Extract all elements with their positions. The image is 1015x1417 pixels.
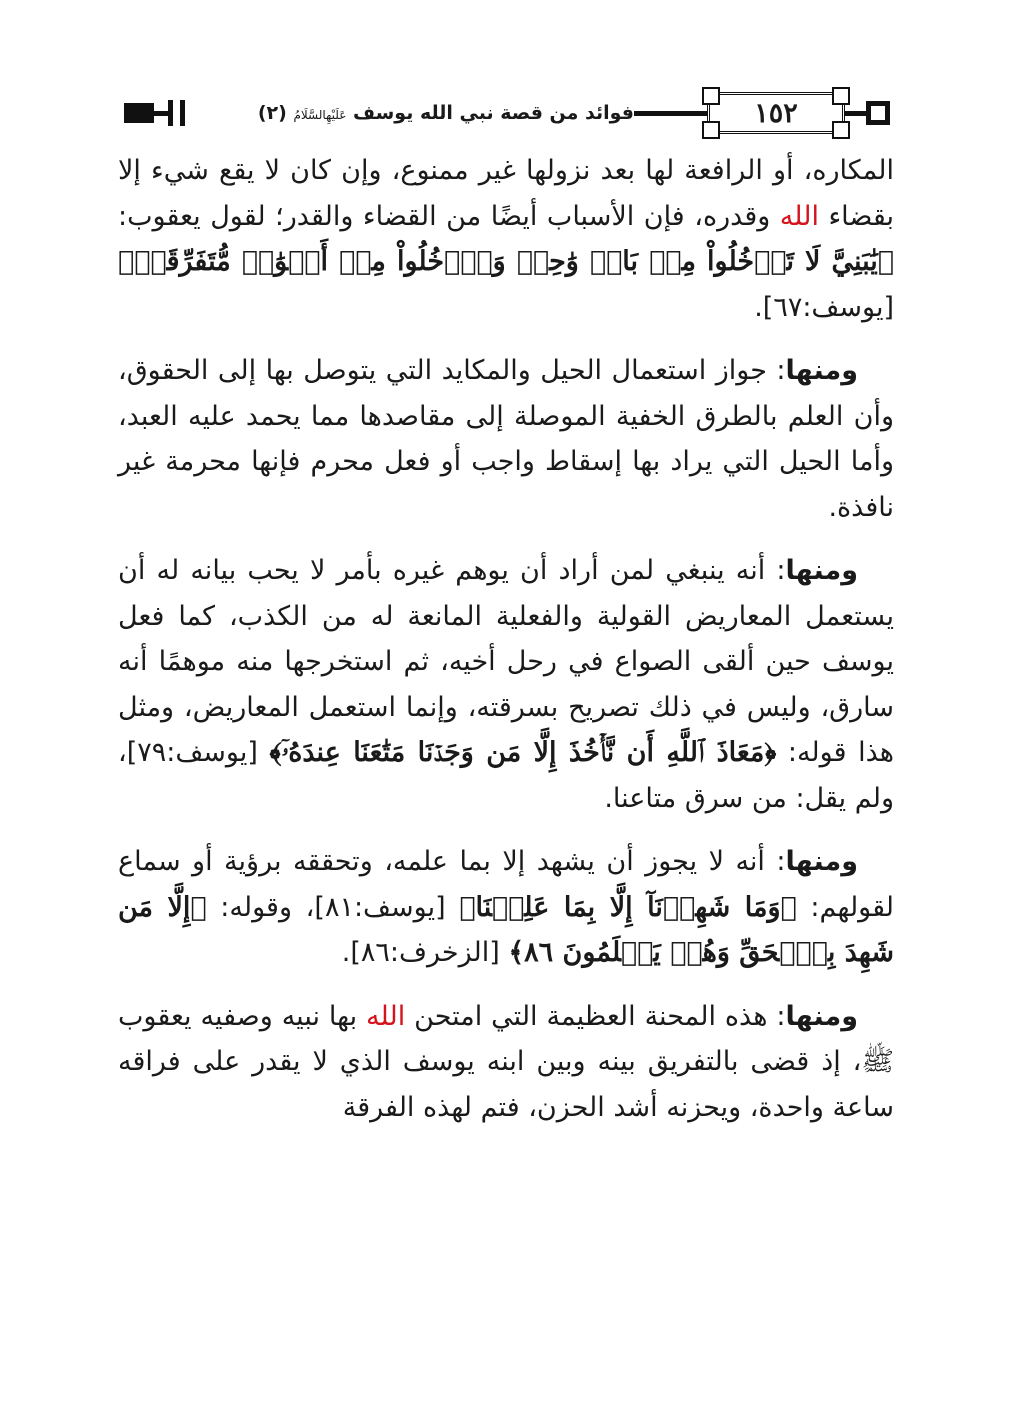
paragraph-lead: ومنها	[785, 1000, 858, 1032]
page-number-box	[707, 92, 845, 134]
quran-verse: ﴿إِلَّا مَن شَهِدَ بِٱلۡحَقِّ وَهُمۡ يَعۡلَمُونَ ٨٦﴾	[118, 891, 894, 968]
paragraph-lead: ومنها	[785, 846, 858, 877]
quran-verse: ﴿يَٰبَنِيَّ لَا تَدۡخُلُواْ مِنۢ بَابٖ وَٰحِدٖ وَٱدۡخُلُواْ مِنۡ أَبۡوَٰبٖ مُّتَفَرِّقَةٖ﴾	[118, 246, 894, 277]
running-title	[257, 96, 634, 130]
text-segment: وقدره، فإن الأسباب أيضًا من القضاء والقدر؛ لقول يعقوب:	[118, 200, 780, 232]
text-segment: : أنه لا يجوز أن يشهد إلا بما علمه، وتحققه برؤية أو سماع لقولهم:	[118, 846, 895, 923]
box-corner-ornament	[702, 87, 720, 105]
box-corner-ornament	[702, 121, 720, 139]
body-text	[118, 148, 894, 1148]
page-number: ١٥٢	[754, 97, 798, 129]
paragraph	[118, 839, 894, 976]
part-number: (٢)	[257, 102, 287, 124]
paragraph-lead: ومنها	[785, 355, 858, 386]
divine-name: الله	[366, 1000, 406, 1032]
text-segment: المكاره، أو الرافعة لها بعد نزولها غير ممنوع، وإن كان لا يقع شيء إلا بقضاء	[118, 155, 894, 232]
paragraph-lead: ومنها	[785, 555, 858, 586]
header-ornament-bar	[168, 100, 173, 126]
quran-verse: ﴿مَعَاذَ ٱللَّهِ أَن نَّأۡخُذَ إِلَّا مَن وَجَدۡنَا مَتَٰعَنَا عِندَهُۥٓ﴾	[269, 737, 777, 768]
text-segment: : أنه ينبغي لمن أراد أن يوهم غيره بأمر لا يحب بيانه له أن يستعمل المعاريض القولية والفعلية المانعة له من الكذب، كما فعل يوسف حين ألقى الصواع في رحل أخيه، ثم استخرجها منه موهمًا أنه سارق، وليس في ذلك تصريح بسرقته، وإنما استعمل المعاريض، ومثل هذا قوله:	[118, 555, 895, 768]
quran-verse: ﴿وَمَا شَهِدۡنَآ إِلَّا بِمَا عَلِمۡنَا﴾	[459, 891, 797, 923]
salam-text: عَلَيْهِالسَّلَامُ	[293, 108, 347, 122]
text-segment: [يوسف:٧٩]، ولم يقل: من سرق متاعنا.	[118, 737, 894, 814]
paragraph	[118, 148, 894, 330]
header-rule	[842, 111, 868, 116]
text-segment: [يوسف:٦٧].	[754, 291, 894, 323]
text-segment: : هذه المحنة العظيمة التي امتحن	[405, 1000, 786, 1032]
header-ornament-open-square	[866, 101, 890, 125]
divine-name: الله	[779, 200, 819, 232]
text-segment: [يوسف:٨١]، وقوله:	[206, 891, 460, 923]
title-text: فوائد من قصة نبي الله يوسف	[353, 102, 634, 124]
box-corner-ornament	[832, 87, 850, 105]
header-ornament-square	[124, 103, 154, 123]
paragraph	[118, 348, 894, 530]
page-header	[122, 90, 890, 136]
paragraph	[118, 994, 894, 1131]
text-segment: بها نبيه وصفيه يعقوب ﷺ، إذ قضى بالتفريق بينه وبين ابنه يوسف الذي لا يقدر على فراقه ساعة واحدة، ويحزنه أشد الحزن، فتم لهذه الفرقة	[118, 1000, 894, 1123]
text-segment: [الزخرف:٨٦].	[341, 937, 509, 968]
paragraph	[118, 548, 894, 821]
box-corner-ornament	[832, 121, 850, 139]
header-rule	[152, 111, 168, 116]
header-ornament-bar	[180, 100, 185, 126]
text-segment: : جواز استعمال الحيل والمكايد التي يتوصل بها إلى الحقوق، وأن العلم بالطرق الخفية الموصلة إلى مقاصدها مما يحمد عليه العبد، وأما الحيل التي يراد بها إسقاط واجب أو فعل محرم فإنها محرمة غير نافذة.	[118, 355, 894, 523]
